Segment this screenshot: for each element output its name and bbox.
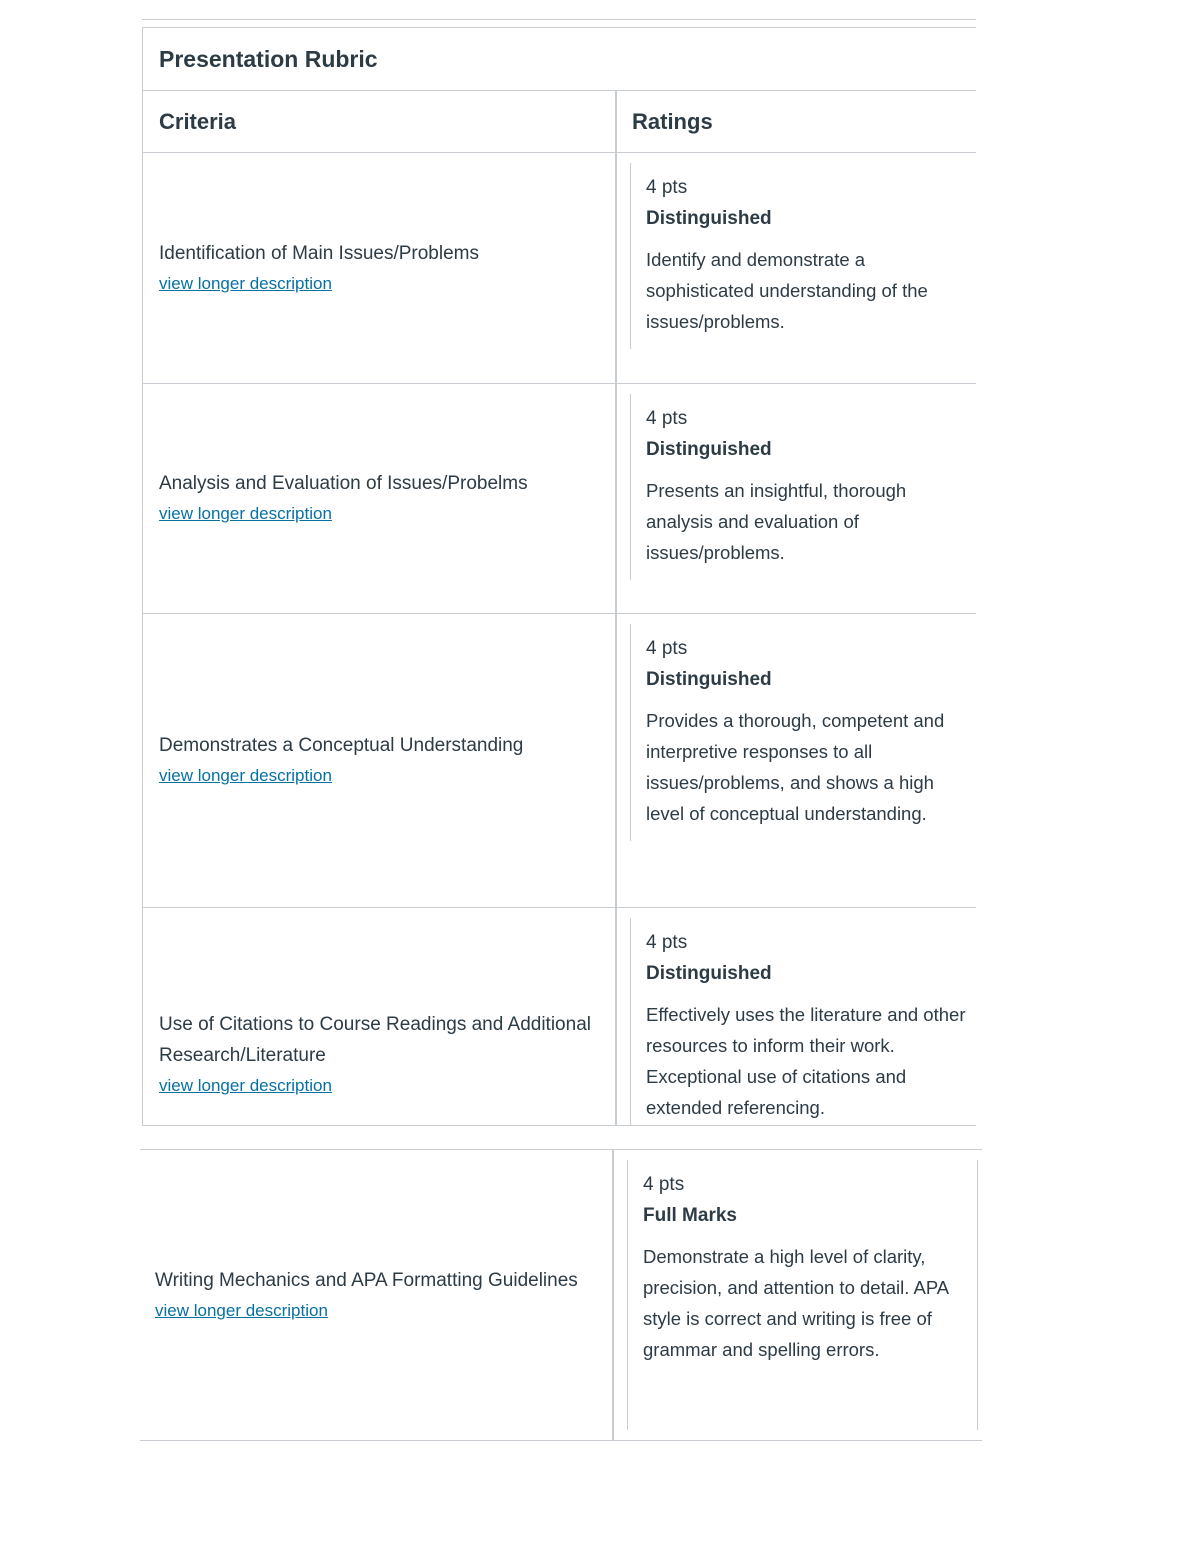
criterion-cell <box>143 153 617 383</box>
view-longer-description-link[interactable]: view longer description <box>159 1076 332 1095</box>
criterion-description: Use of Citations to Course Readings and Additional Research/Literature <box>159 1014 591 1066</box>
criterion-cell <box>143 614 617 907</box>
rating-title: Distinguished <box>646 208 772 229</box>
rating-description: Demonstrate a high level of clarity, precision, and attention to detail. APA style is correct and writing is free of grammar and spelling errors. <box>643 1246 949 1360</box>
rating-box[interactable] <box>630 163 976 349</box>
rating-cell <box>617 153 976 383</box>
criterion-cell <box>143 384 617 613</box>
criterion-description: Demonstrates a Conceptual Understanding <box>159 735 524 756</box>
rating-cell <box>617 908 976 1125</box>
rating-cell <box>614 1150 982 1440</box>
rating-title: Distinguished <box>646 439 772 460</box>
view-longer-description-link[interactable]: view longer description <box>155 1300 328 1320</box>
rating-points: 4 pts <box>643 1174 685 1195</box>
criteria-header: Criteria <box>143 91 617 152</box>
rubric-table-continued <box>140 1149 982 1441</box>
criterion-description: Identification of Main Issues/Problems <box>159 242 479 264</box>
rubric-title: Presentation Rubric <box>143 28 976 91</box>
rating-points: 4 pts <box>646 177 688 198</box>
rating-points: 4 pts <box>646 408 688 429</box>
rating-box[interactable] <box>630 624 976 841</box>
rating-title: Distinguished <box>646 669 772 690</box>
rating-box[interactable] <box>627 1160 978 1430</box>
rubric-table <box>142 27 976 1126</box>
rubric-row <box>143 153 976 384</box>
rating-points: 4 pts <box>646 638 688 659</box>
rating-title: Full Marks <box>643 1205 737 1226</box>
rubric-row <box>140 1150 982 1441</box>
rating-box[interactable] <box>630 918 976 1125</box>
rubric-row <box>143 614 976 908</box>
rating-points: 4 pts <box>646 932 688 953</box>
rubric-header-row <box>143 91 976 153</box>
rating-description: Identify and demonstrate a sophisticated understanding of the issues/problems. <box>646 249 928 332</box>
criterion-description: Analysis and Evaluation of Issues/Probelms <box>159 473 528 494</box>
rating-cell <box>617 384 976 613</box>
criterion-description: Writing Mechanics and APA Formatting Guidelines <box>155 1269 578 1291</box>
rubric-row <box>143 908 976 1126</box>
rubric-row <box>143 384 976 614</box>
view-longer-description-link[interactable]: view longer description <box>159 504 332 523</box>
ratings-header: Ratings <box>632 108 713 134</box>
criterion-cell <box>140 1150 614 1440</box>
top-divider <box>142 19 976 20</box>
view-longer-description-link[interactable]: view longer description <box>159 273 332 293</box>
rating-description: Presents an insightful, thorough analysis and evaluation of issues/problems. <box>646 480 907 563</box>
rating-description: Provides a thorough, competent and interpretive responses to all issues/problems, and shows a high level of conceptual understanding. <box>646 710 945 824</box>
view-longer-description-link[interactable]: view longer description <box>159 766 332 785</box>
rating-box[interactable] <box>630 394 976 580</box>
rating-description: Effectively uses the literature and other resources to inform their work. Exceptional use of citations and extended referencing. <box>646 1004 966 1118</box>
criterion-cell <box>143 908 617 1125</box>
rating-title: Distinguished <box>646 963 772 984</box>
rating-cell <box>617 614 976 907</box>
